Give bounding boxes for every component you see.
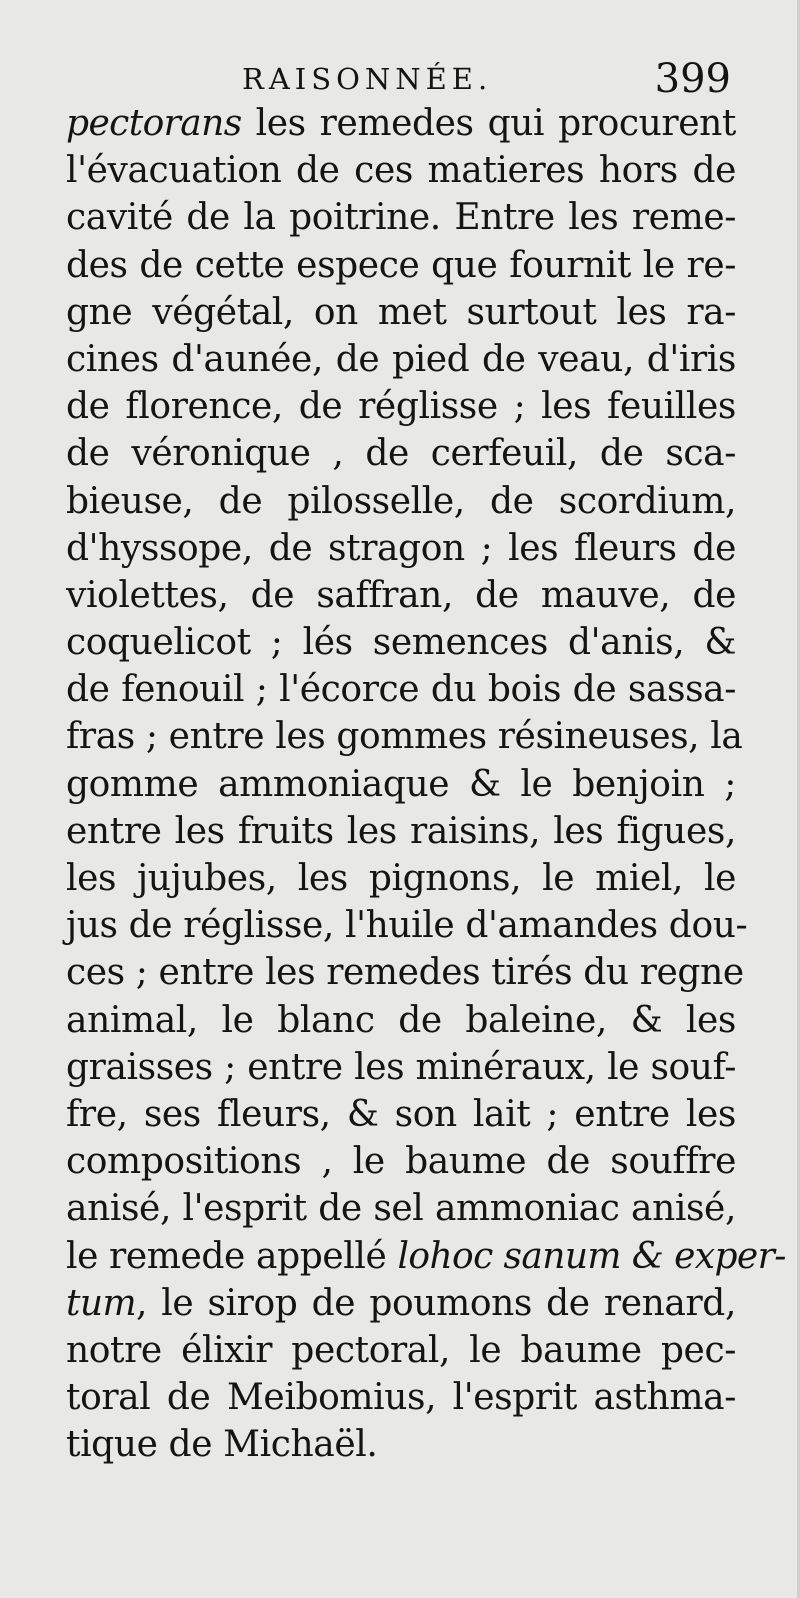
text-segment: tique de Michaël. <box>66 1424 378 1466</box>
text-segment: compositions , le baume de souffre <box>66 1141 736 1183</box>
text-segment: le remede appellé <box>66 1235 398 1277</box>
text-line <box>66 1327 736 1374</box>
text-segment: coquelicot ; lés semences d'anis, & <box>66 622 736 664</box>
text-segment: cines d'aunée, de pied de veau, d'iris <box>66 338 736 380</box>
text-segment: gne végétal, on met surtout les ra- <box>66 291 736 333</box>
text-segment: animal, le blanc de baleine, & les <box>66 999 736 1041</box>
text-line <box>66 100 736 147</box>
text-line <box>66 619 736 666</box>
text-segment: violettes, de saffran, de mauve, de <box>66 574 736 616</box>
text-segment: fre, ses fleurs, & son lait ; entre les <box>66 1093 736 1135</box>
text-line <box>66 525 736 572</box>
text-line <box>66 1091 736 1138</box>
page-number: 399 <box>654 56 731 102</box>
text-segment: de véronique , de cerfeuil, de sca- <box>66 433 736 475</box>
text-line <box>66 242 736 289</box>
text-segment: ces ; entre les remedes tirés du regne <box>66 952 744 994</box>
text-line <box>66 147 736 194</box>
text-line <box>66 1421 736 1468</box>
italic-text: tum <box>66 1282 136 1324</box>
text-line <box>66 1138 736 1185</box>
text-segment: bieuse, de pilosselle, de scordium, <box>66 480 736 522</box>
text-segment: entre les fruits les raisins, les figues, <box>66 810 736 852</box>
text-line <box>66 949 744 996</box>
text-segment: anisé, l'esprit de sel ammoniac anisé, <box>66 1188 736 1230</box>
text-segment: graisses ; entre les minéraux, le souf- <box>66 1046 736 1088</box>
text-segment: de fenouil ; l'écorce du bois de sassa- <box>66 669 736 711</box>
text-line <box>66 902 748 949</box>
text-line <box>66 666 736 713</box>
text-segment: les remedes qui procurent <box>241 103 736 144</box>
text-line <box>66 1185 736 1232</box>
text-line <box>66 336 736 383</box>
text-segment: de florence, de réglisse ; les feuilles <box>66 386 736 428</box>
text-segment: , le sirop de poumons de renard, <box>136 1282 736 1324</box>
text-segment: jus de réglisse, l'huile d'amandes dou- <box>66 905 748 947</box>
text-line <box>66 808 736 855</box>
text-segment: gomme ammoniaque & le benjoin ; <box>66 763 736 805</box>
text-line <box>66 1280 736 1327</box>
text-line <box>66 194 736 241</box>
italic-text: lohoc sanum & exper- <box>397 1235 786 1277</box>
text-line <box>66 713 743 760</box>
text-line <box>66 430 736 477</box>
text-line <box>66 383 736 430</box>
text-line <box>66 478 736 525</box>
running-title: RAISONNÉE. <box>242 62 493 96</box>
text-segment: cavité de la poitrine. Entre les reme- <box>66 197 736 239</box>
text-segment: d'hyssope, de stragon ; les fleurs de <box>66 527 736 569</box>
text-line <box>66 289 736 336</box>
text-line <box>66 1233 786 1280</box>
text-segment: fras ; entre les gommes résineuses, la <box>66 716 743 758</box>
text-line <box>66 997 736 1044</box>
text-segment: l'évacuation de ces matieres hors de <box>66 150 736 192</box>
text-line <box>66 572 736 619</box>
text-line <box>66 761 736 808</box>
text-line <box>66 1044 736 1091</box>
text-segment: les jujubes, les pignons, le miel, le <box>66 858 736 899</box>
text-segment: des de cette espece que fournit le re- <box>66 244 736 286</box>
italic-text: pectorans <box>66 103 242 144</box>
text-line <box>66 1374 736 1421</box>
text-segment: notre élixir pectoral, le baume pec- <box>66 1329 736 1371</box>
text-segment: toral de Meibomius, l'esprit asthma- <box>66 1377 736 1419</box>
text-line <box>66 855 736 902</box>
body-text <box>66 100 786 1468</box>
